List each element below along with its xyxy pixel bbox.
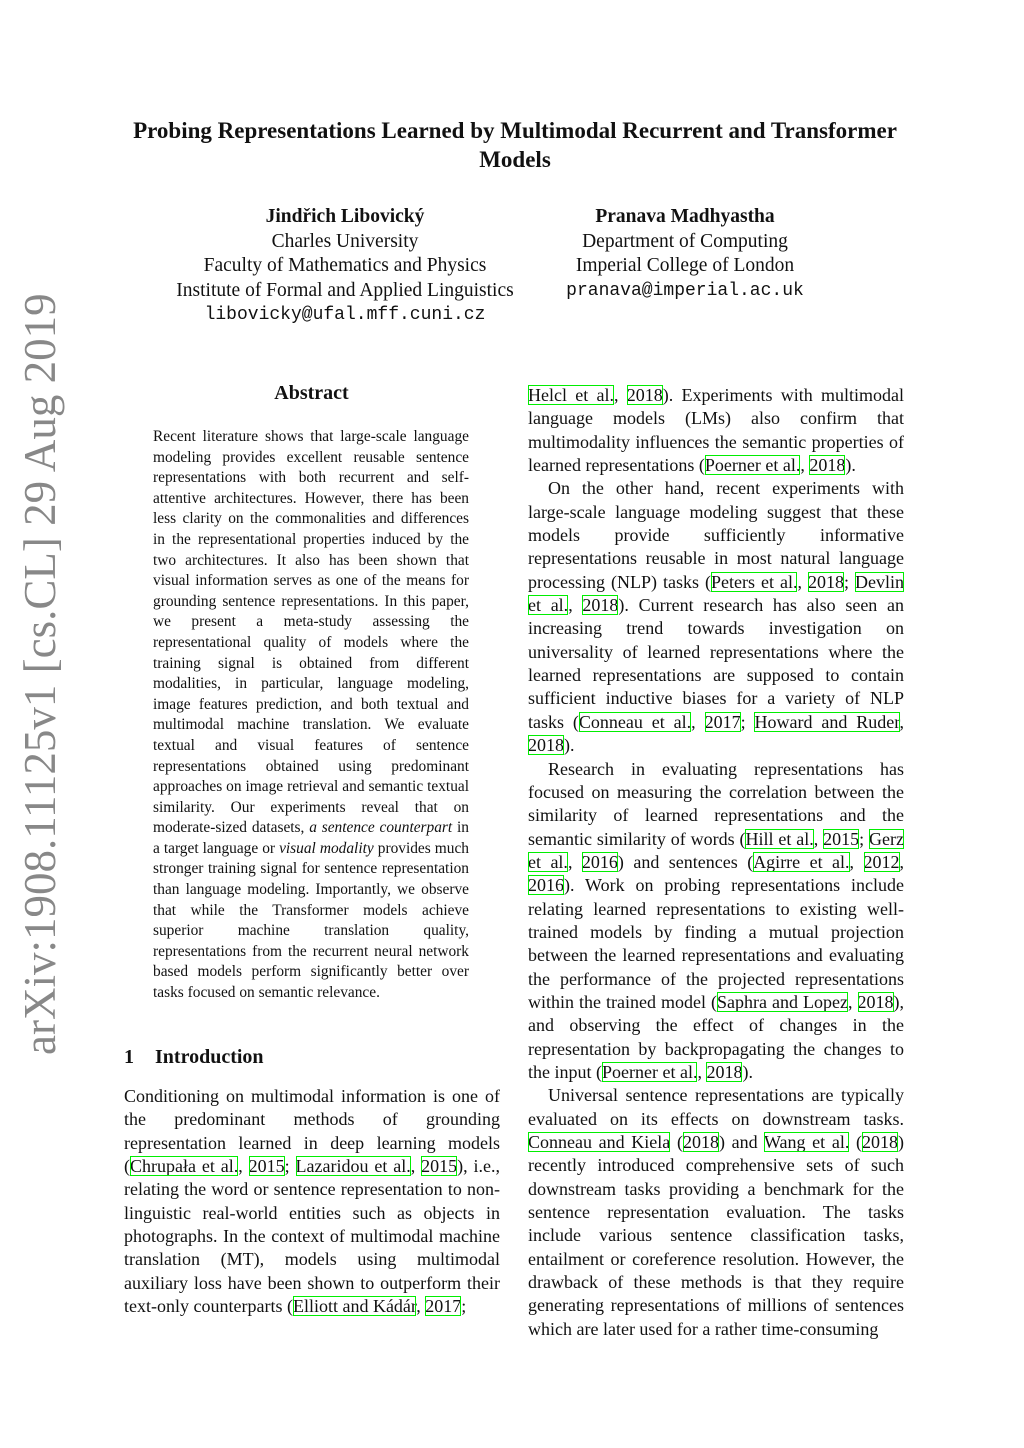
abstract-text: provides much stronger training signal for sentence representation than language modeling. Importantly, we observe that while the Transformer models achieve superior machine translation quality, representations from the recurrent neural network based models perform significantly better over tasks focused on semantic relevance. (153, 839, 469, 1002)
separator: , (238, 1156, 249, 1177)
citation-link[interactable]: Lazaridou et al. (295, 1156, 411, 1177)
citation-link[interactable]: Peters et al. (710, 571, 798, 592)
paragraph-text: Research in evaluating representations has focused on measuring the correlation between the similarity of learned representations and the semantic similarity of words ( (528, 758, 904, 849)
separator: , (899, 711, 904, 732)
citation-link[interactable]: 2016 (528, 875, 564, 896)
paragraph-text: ). Work on probing representations include relating learned representations to existing well-trained models by finding a mutual projection between the learned representations and evaluating the performance of the projected representations within the trained model ( (528, 875, 904, 1012)
separator: ) and (718, 1132, 764, 1152)
citation-link[interactable]: 2018 (582, 595, 619, 616)
separator: , (567, 851, 582, 872)
abstract-text: Recent literature shows that large-scale language modeling provides excellent reusable sentence representations with both recurrent and self-attentive architectures. However, there has been less clarity on the commonalities and differences in the representational properties induced by the two architectures. It also has been shown that visual information serves as one of the means for grounding sentence representations. In this paper, we present a meta-study assessing the representational quality of models where the training signal is obtained from different modalities, in particular, language modeling, image features prediction, and both textual and multimodal machine translation. We evaluate textual and visual features of sentence representations obtained using predominant approaches on image retrieval and semantic textual similarity. Our experiments reveal that on moderate-sized datasets, (153, 428, 469, 837)
paragraph-text: ), and observing the effect of changes in the representation by backpropagating the changes to the input ( (528, 991, 905, 1082)
citation-link[interactable]: 2017 (704, 711, 741, 732)
citation-link[interactable]: Wang et al. (763, 1132, 850, 1152)
paragraph (124, 1085, 500, 1318)
paragraph-text: ) recently introduced comprehensive sets of such downstream tasks providing a benchmark for the sentence representation evaluation. The tasks include various sentence classification tasks, entailment or coreference resolution. However, the drawback of these methods is that they require generating representations of millions of sentences which are later used for a rather time-consuming (528, 1132, 904, 1339)
citation-link[interactable]: 2015 (421, 1156, 458, 1177)
paragraph (528, 477, 904, 757)
citation-link[interactable]: 2012 (863, 851, 900, 872)
author-affiliation: Department of Computing (582, 230, 788, 252)
citation-link[interactable]: Poerner et al. (602, 1061, 698, 1082)
author-affiliation: Imperial College of London (575, 255, 795, 276)
separator: ; (284, 1156, 296, 1177)
arxiv-identifier: arXiv:1908.11125v1 [cs.CL] 29 Aug 2019 (15, 293, 65, 1055)
citation-link[interactable]: 2015 (823, 828, 860, 849)
paragraph-text: ). (564, 735, 575, 756)
section-title: Introduction (155, 1046, 264, 1068)
paragraph-text: ) and sentences ( (617, 851, 754, 872)
author-affiliation: Charles University (271, 230, 419, 252)
paragraph-text: ). (845, 455, 856, 476)
separator: ( (849, 1132, 862, 1152)
author-email[interactable]: libovicky@ufal.mff.cuni.cz (204, 305, 486, 325)
paragraph-text: Conditioning on multimodal information is one of the predominant methods of grounding representation learned in deep learning models ( (124, 1086, 500, 1177)
section-heading (124, 1046, 264, 1069)
abstract-emphasis: a sentence counterpart (309, 819, 453, 837)
author-affiliation: Faculty of Mathematics and Physics (203, 255, 487, 276)
separator: , (568, 595, 583, 616)
citation-link[interactable]: Helcl et al. (528, 385, 614, 405)
paragraph (528, 1084, 904, 1341)
separator: , (697, 1061, 707, 1082)
separator: ; (461, 1296, 467, 1317)
citation-link[interactable]: Poerner et al. (704, 455, 801, 476)
citation-link[interactable]: Conneau et al. (578, 711, 692, 732)
citation-link[interactable]: 2018 (682, 1132, 719, 1152)
paragraph-text: ). Current research has also seen an increasing trend towards investigation on universality of learned representations where the learned representations are supposed to contain sufficient inductive biases for a variety of NLP tasks ( (528, 595, 904, 732)
separator: ; (740, 711, 755, 732)
paragraph-text: Universal sentence representations are typically evaluated on its effects on downstream tasks. (528, 1085, 904, 1129)
paragraph-text: ). (742, 1061, 753, 1082)
citation-link[interactable]: Elliott and Kádár (292, 1296, 417, 1317)
citation-link[interactable]: 2018 (862, 1132, 898, 1152)
separator: , (691, 711, 705, 732)
paragraph-text: On the other hand, recent experiments with large-scale language modeling suggest that these models provide sufficiently informative representations reusable in most natural language processing (NLP) tasks ( (528, 478, 904, 592)
paragraph-text: ). Experiments with multimodal language models (LMs) also confirm that multimodality influences the semantic properties of learned representations ( (528, 385, 904, 476)
paragraph-text: ), i.e., relating the word or sentence representation to non-linguistic real-world entities such as objects in photographs. In the context of multimodal machine translation (MT), models using multimodal auxiliary loss have been shown to outperform their text-only counterparts ( (124, 1156, 500, 1317)
author-email[interactable]: pranava@imperial.ac.uk (566, 280, 804, 301)
citation-link[interactable]: 2018 (626, 385, 663, 405)
author-block (530, 205, 840, 303)
left-column-body (124, 1085, 500, 1318)
citation-link[interactable]: 2018 (706, 1061, 743, 1082)
abstract-text: in a target language or (153, 819, 470, 857)
abstract-body (153, 427, 469, 1004)
citation-link[interactable]: Hill et al. (745, 828, 814, 849)
separator: , (613, 385, 627, 405)
author-name: Jindřich Libovický (265, 206, 425, 227)
separator: , (416, 1296, 426, 1317)
separator: ; (859, 828, 870, 849)
separator: , (899, 851, 904, 872)
separator: , (800, 455, 810, 476)
citation-link[interactable]: 2018 (857, 991, 894, 1012)
citation-link[interactable]: Agirre et al. (753, 851, 850, 872)
paragraph (528, 758, 904, 1085)
citation-link[interactable]: 2017 (425, 1296, 462, 1317)
section-number: 1 (124, 1046, 134, 1068)
citation-link[interactable]: 2016 (581, 851, 618, 872)
author-name: Pranava Madhyastha (595, 206, 775, 227)
author-block (150, 205, 540, 328)
citation-link[interactable]: Saphra and Lopez (717, 991, 848, 1012)
abstract-emphasis: visual modality (279, 839, 374, 857)
separator: ( (670, 1132, 683, 1152)
citation-link[interactable]: Chrupała et al. (130, 1156, 239, 1177)
citation-link[interactable]: 2018 (807, 571, 844, 592)
author-affiliation: Institute of Formal and Applied Linguistics (176, 279, 514, 301)
separator: ; (843, 571, 855, 592)
separator: , (849, 851, 864, 872)
citation-link[interactable]: Devlin et al. (528, 571, 904, 616)
separator: , (797, 571, 808, 592)
citation-link[interactable]: 2018 (528, 735, 564, 756)
citation-link[interactable]: Gerz et al. (528, 828, 904, 872)
abstract-heading: Abstract (274, 382, 349, 404)
paper-title: Probing Representations Learned by Multimodal Recurrent and Transformer Models (133, 118, 897, 172)
separator: , (813, 828, 824, 849)
citation-link[interactable]: 2015 (248, 1156, 285, 1177)
citation-link[interactable]: 2018 (809, 455, 846, 476)
citation-link[interactable]: Howard and Ruder (754, 711, 900, 732)
right-column-body (528, 384, 904, 1341)
paragraph (528, 384, 904, 477)
separator: , (848, 991, 858, 1012)
separator: , (410, 1156, 422, 1177)
citation-link[interactable]: Conneau and Kiela (528, 1132, 671, 1152)
